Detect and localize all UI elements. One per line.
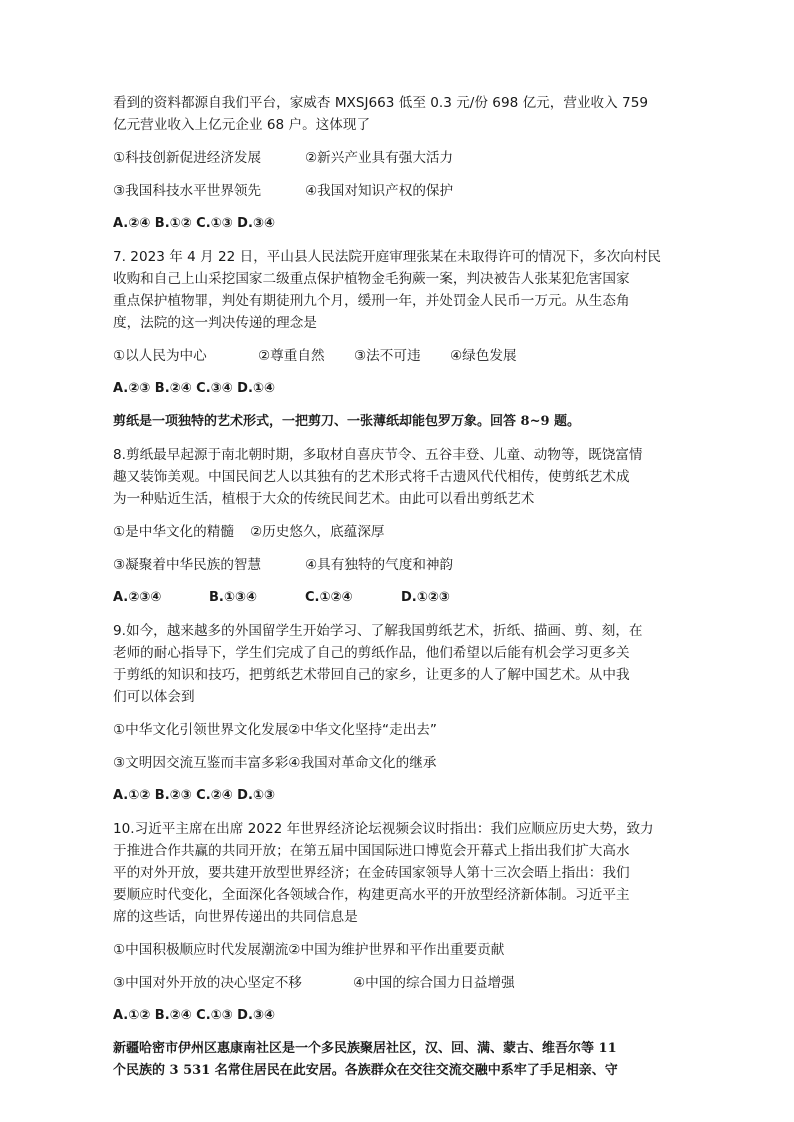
q6-option-1: ①科技创新促进经济发展 — [113, 150, 262, 166]
material-next-line: 个民族的 3 531 名常住居民在此安居。各族群众在交往交流交融中系牢了手足相亲、守 — [113, 1063, 618, 1078]
q8-option-1: ①是中华文化的精髓 — [113, 524, 234, 540]
q8-answer-d: D.①②③ — [401, 590, 450, 605]
q6-options-row — [113, 147, 693, 169]
q8-stem-line: 为一种贴近生活，植根于大众的传统民间艺术。由此可以看出剪纸艺术 — [113, 491, 535, 507]
q7-stem-line: 度，法院的这一判决传递的理念是 — [113, 315, 317, 331]
material-8-9: 剪纸是一项独特的艺术形式，一把剪刀、一张薄纸却能包罗万象。回答 8~9 题。 — [113, 414, 581, 429]
q9-stem-line: 老师的耐心指导下，学生们完成了自己的剪纸作品，他们希望以后能有机会学习更多关 — [113, 645, 630, 661]
q10-option-3: ③中国对外开放的决心坚定不移 — [113, 975, 302, 991]
q8-option-3: ③凝聚着中华民族的智慧 — [113, 557, 262, 573]
q10-options-row: ①中国积极顺应时代发展潮流②中国为维护世界和平作出重要贡献 — [113, 942, 505, 958]
q6-option-2: ②新兴产业具有强大活力 — [305, 150, 454, 166]
q10-stem-line: 平的对外开放，要共建开放型世界经济；在金砖国家领导人第十三次会晤上指出：我们 — [113, 865, 630, 881]
q7-option-1: ①以人民为中心 — [113, 348, 207, 364]
q10-stem-line: 要顺应时代变化，全面深化各领域合作，构建更高水平的开放型经济新体制。习近平主 — [113, 887, 630, 903]
q6-option-3: ③我国科技水平世界领先 — [113, 183, 262, 199]
q7-options-row — [113, 345, 693, 367]
q6-answer-choices: A.②④ B.①② C.①③ D.③④ — [113, 216, 275, 231]
q7-answer-choices: A.②③ B.②④ C.③④ D.①④ — [113, 381, 275, 396]
q7-option-4: ④绿色发展 — [450, 348, 517, 364]
q6-option-4: ④我国对知识产权的保护 — [305, 183, 454, 199]
q9-answer-choices: A.①② B.②③ C.②④ D.①③ — [113, 788, 275, 803]
q8-options-row — [113, 521, 693, 543]
q9-stem-line: 于剪纸的知识和技巧，把剪纸艺术带回自己的家乡，让更多的人了解中国艺术。从中我 — [113, 667, 630, 683]
q7-stem-line: 7. 2023 年 4 月 22 日，平山县人民法院开庭审理张某在未取得许可的情况下，多次向村民 — [113, 249, 662, 265]
q8-answer-a: A.②③④ — [113, 590, 162, 605]
q10-answer-choices: A.①② B.②④ C.①③ D.③④ — [113, 1008, 275, 1023]
intro-line: 亿元营业收入上亿元企业 68 户。这体现了 — [113, 117, 371, 133]
q10-options-row — [113, 972, 693, 994]
q7-stem-line: 收购和自己上山采挖国家二级重点保护植物金毛狗蕨一案，判决被告人张某犯危害国家 — [113, 271, 630, 287]
intro-line: 看到的资料都源自我们平台，家威杏 MXSJ663 低至 0.3 元/份 698 亿元，营业收入 759 — [113, 95, 648, 111]
q7-stem-line: 重点保护植物罪，判处有期徒刑九个月，缓刑一年，并处罚金人民币一万元。从生态角 — [113, 293, 630, 309]
q8-answer-c: C.①②④ — [305, 590, 353, 605]
q8-stem-line: 趣又装饰美观。中国民间艺人以其独有的艺术形式将千古遗风代代相传，使剪纸艺术成 — [113, 469, 630, 485]
q8-answer-choices — [113, 587, 693, 609]
q8-option-4: ④具有独特的气度和神韵 — [305, 557, 454, 573]
q7-option-2: ②尊重自然 — [258, 348, 325, 364]
q9-options-row: ①中华文化引领世界文化发展②中华文化坚持“走出去” — [113, 722, 437, 738]
q9-stem-line: 9.如今，越来越多的外国留学生开始学习、了解我国剪纸艺术，折纸、描画、剪、刻，在 — [113, 623, 643, 639]
q10-stem-line: 席的这些话，向世界传递出的共同信息是 — [113, 909, 358, 925]
q6-options-row — [113, 180, 693, 202]
q10-option-4: ④中国的综合国力日益增强 — [353, 975, 515, 991]
exam-page — [113, 92, 693, 1082]
q10-stem-line: 于推进合作共赢的共同开放；在第五届中国国际进口博览会开幕式上指出我们扩大高水 — [113, 843, 630, 859]
q8-stem-line: 8.剪纸最早起源于南北朝时期，多取材自喜庆节令、五谷丰登、儿童、动物等，既饶富情 — [113, 447, 643, 463]
q10-stem-line: 10.习近平主席在出席 2022 年世界经济论坛视频会议时指出：我们应顺应历史大势，致力 — [113, 821, 654, 837]
material-next-line: 新疆哈密市伊州区惠康南社区是一个多民族聚居社区，汉、回、满、蒙古、维吾尔等 11 — [113, 1041, 617, 1056]
q8-option-2: ②历史悠久，底蕴深厚 — [250, 524, 385, 540]
q8-answer-b: B.①③④ — [209, 590, 257, 605]
q9-stem-line: 们可以体会到 — [113, 689, 195, 705]
q8-options-row — [113, 554, 693, 576]
q7-option-3: ③法不可违 — [354, 348, 421, 364]
q9-options-row: ③文明因交流互鉴而丰富多彩④我国对革命文化的继承 — [113, 755, 437, 771]
